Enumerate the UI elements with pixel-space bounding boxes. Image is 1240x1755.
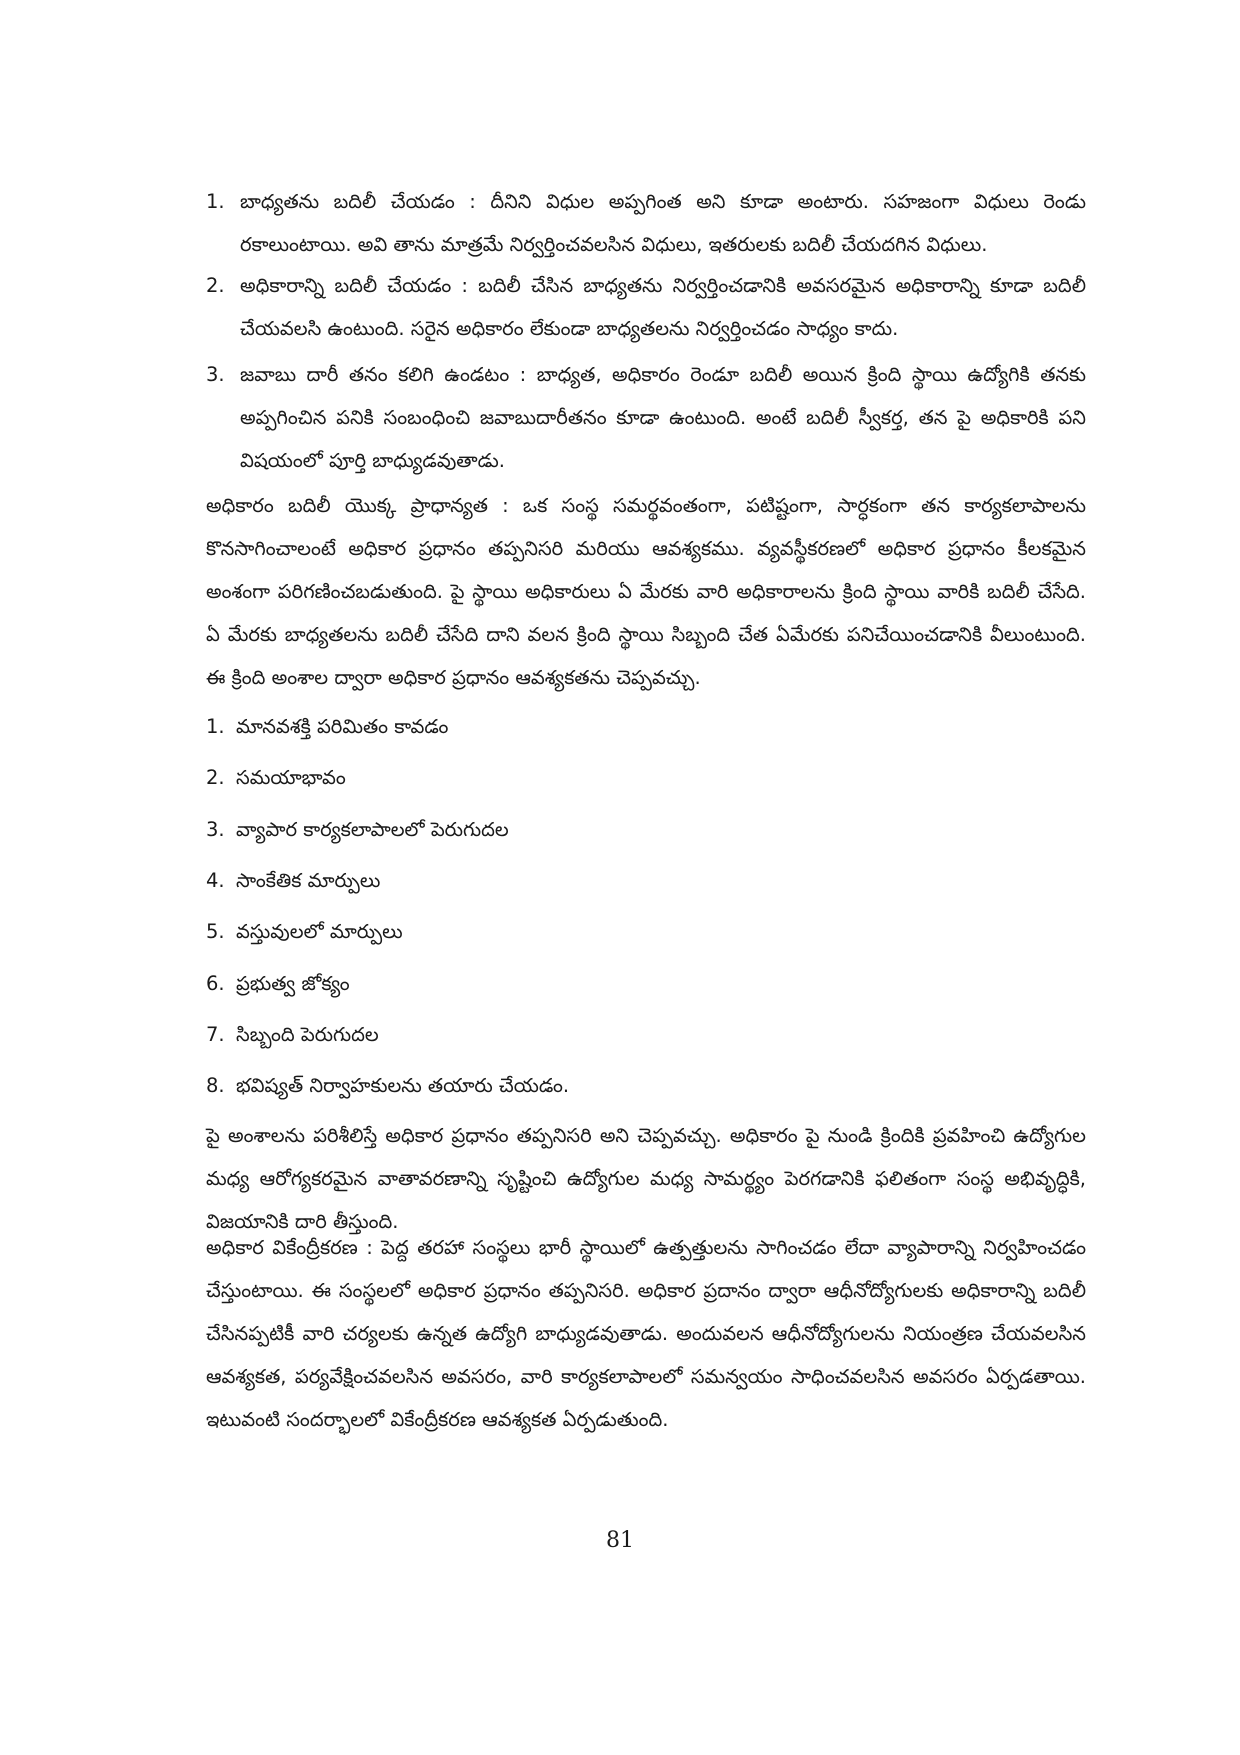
- list-item-text: సాంకేతిక మార్పులు: [236, 869, 381, 892]
- list-item: [206, 969, 350, 999]
- list-item-text: బాధ్యతను బదిలీ చేయడం : దీనిని విధుల అప్పగింత అని కూడా అంటారు. సహజంగా విధులు రెండు రకాలుంటాయి. అవి తాను మాత్రమే నిర్వర్తించవలసిన విధులు, ఇతరులకు బదిలీ చేయదగిన విధులు.: [240, 190, 1086, 256]
- paragraph-decentralization: అధికార వికేంద్రీకరణ : పెద్ద తరహా సంస్థలు భారీ స్థాయిలో ఉత్పత్తులను సాగించడం లేదా వ్యాపారాన్ని నిర్వహించడం చేస్తుంటాయి. ఈ సంస్థలలో అధికార ప్రధానం తప్పనిసరి. అధికార ప్రదానం ద్వారా ఆధీనోద్యోగులకు అధికారాన్ని బదిలీ చేసినప్పటికీ వారి చర్యలకు ఉన్నత ఉద్యోగి బాధ్యుడవుతాడు. అందువలన ఆధీనోద్యోగులను నియంత్రణ చేయవలసిన ఆవశ్యకత, పర్యవేక్షించవలసిన అవసరం, వారి కార్యకలాపాలలో సమన్వయం సాధించవలసిన అవసరం ఏర్పడతాయి. ఇటువంటి సందర్భాలలో వికేంద్రీకరణ ఆవశ్యకత ఏర్పడుతుంది.: [206, 1236, 1086, 1431]
- page-number: 81: [606, 1528, 634, 1553]
- list-item-number: 8.: [206, 1074, 225, 1097]
- list-item: [206, 353, 1086, 482]
- list-item: [206, 1020, 379, 1050]
- list-item-text: వస్తువులలో మార్పులు: [236, 920, 403, 943]
- list-item: [206, 264, 1086, 350]
- list-item: [206, 763, 346, 793]
- list-item: [206, 1071, 569, 1101]
- list-item-number: 3.: [206, 363, 225, 386]
- list-item-number: 7.: [206, 1023, 225, 1046]
- list-item-number: 1.: [206, 190, 225, 213]
- list-item-text: వ్యాపార కార్యకలాపాలలో పెరుగుదల: [236, 818, 509, 841]
- list-item-text: సమయాభావం: [236, 766, 346, 789]
- paragraph-conclusion: పై అంశాలను పరిశీలిస్తే అధికార ప్రధానం తప్పనిసరి అని చెప్పవచ్చు. అధికారం పై నుండి క్రిందికి ప్రవహించి ఉద్యోగుల మధ్య ఆరోగ్యకరమైన వాతావరణాన్ని సృష్టించి ఉద్యోగుల మధ్య సామర్థ్యం పెరగడానికి ఫలితంగా సంస్థ అభివృద్ధికి, విజయానికి దారి తీస్తుంది.: [206, 1124, 1086, 1233]
- list-item-text: జవాబు దారీ తనం కలిగి ఉండటం : బాధ్యత, అధికారం రెండూ బదిలీ అయిన క్రింది స్థాయి ఉద్యోగికి తనకు అప్పగించిన పనికి సంబంధించి జవాబుదారీతనం కూడా ఉంటుంది. అంటే బదిలీ స్వీకర్త, తన పై అధికారికి పని విషయంలో పూర్తి బాధ్యుడవుతాడు.: [240, 363, 1086, 472]
- list-item-number: 6.: [206, 972, 225, 995]
- list-item: [206, 712, 448, 742]
- list-item: [206, 815, 509, 845]
- list-item-number: 1.: [206, 715, 225, 738]
- list-item-text: అధికారాన్ని బదిలీ చేయడం : బదిలీ చేసిన బాధ్యతను నిర్వర్తించడానికి అవసరమైన అధికారాన్ని కూడా బదిలీ చేయవలసి ఉంటుంది. సరైన అధికారం లేకుండా బాధ్యతలను నిర్వర్తించడం సాధ్యం కాదు.: [240, 274, 1086, 340]
- list-item-text: మానవశక్తి పరిమితం కావడం: [236, 715, 449, 738]
- list-item: [206, 180, 1086, 266]
- list-item-text: ప్రభుత్వ జోక్యం: [236, 972, 350, 995]
- list-item-number: 2.: [206, 274, 225, 297]
- list-item-number: 4.: [206, 869, 225, 892]
- list-item: [206, 866, 380, 896]
- list-item-text: భవిష్యత్ నిర్వాహకులను తయారు చేయడం.: [236, 1074, 570, 1097]
- list-item-number: 2.: [206, 766, 225, 789]
- paragraph-delegation-importance: అధికారం బదిలీ యొక్క ప్రాధాన్యత : ఒక సంస్థ సమర్థవంతంగా, పటిష్టంగా, సార్ధకంగా తన కార్యకలాపాలను కొనసాగించాలంటే అధికార ప్రధానం తప్పనిసరి మరియు ఆవశ్యకము. వ్యవస్థీకరణలో అధికార ప్రధానం కీలకమైన అంశంగా పరిగణించబడుతుంది. పై స్థాయి అధికారులు ఏ మేరకు వారి అధికారాలను క్రింది స్థాయి వారికి బదిలీ చేసేది. ఏ మేరకు బాధ్యతలను బదిలీ చేసేది దాని వలన క్రింది స్థాయి సిబ్బంది చేత ఏమేరకు పనిచేయించడానికి వీలుంటుంది. ఈ క్రింది అంశాల ద్వారా అధికార ప్రధానం ఆవశ్యకతను చెప్పవచ్చు.: [206, 494, 1086, 689]
- list-item-text: సిబ్బంది పెరుగుదల: [236, 1023, 379, 1046]
- list-item-number: 5.: [206, 920, 225, 943]
- list-item: [206, 917, 403, 947]
- list-item-number: 3.: [206, 818, 225, 841]
